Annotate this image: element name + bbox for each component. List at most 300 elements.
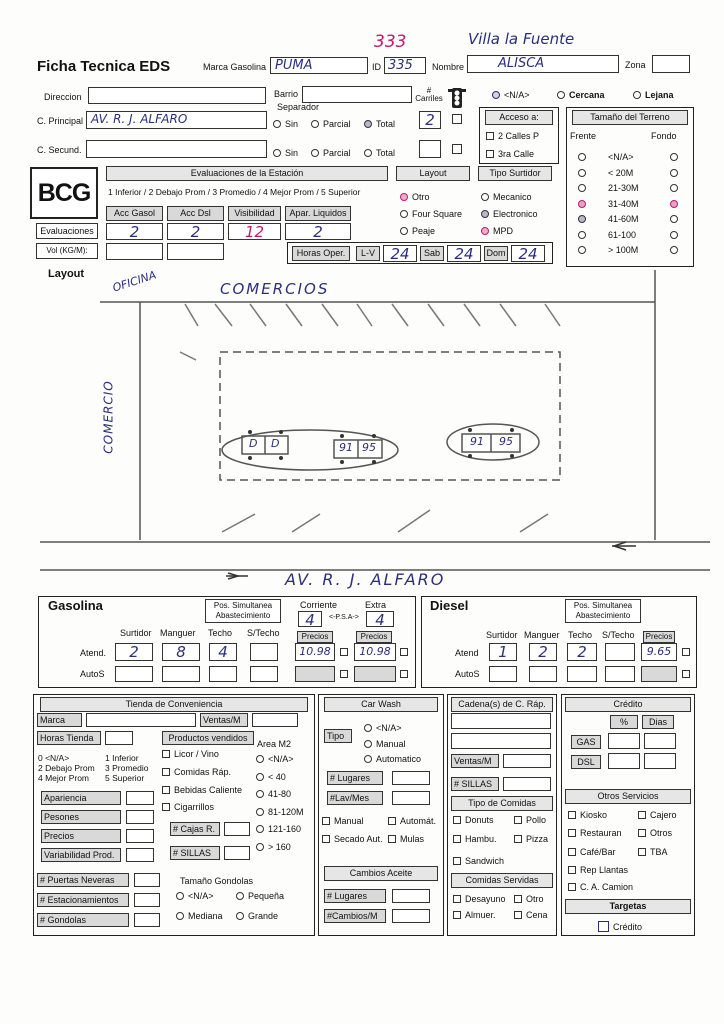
eval-val-visibilidad[interactable]: 12: [228, 223, 281, 240]
sep-secund-sin[interactable]: [273, 148, 298, 158]
gas-col-precios-1: Precios: [297, 631, 333, 643]
area-radio[interactable]: [256, 843, 264, 851]
proximity-cercana-radio[interactable]: [557, 91, 565, 99]
vol-field-1[interactable]: [106, 243, 163, 260]
dsl-price-check[interactable]: [682, 648, 690, 656]
otro-cafe[interactable]: [568, 847, 616, 857]
dsl-atend-surtidor[interactable]: 1: [489, 643, 517, 661]
tienda-sillas-label: # SILLAS: [170, 846, 220, 860]
otro-restauran[interactable]: [568, 828, 622, 838]
comida-label: Sandwich: [465, 856, 505, 866]
proximity-cercana[interactable]: [557, 90, 605, 100]
radio[interactable]: [311, 120, 319, 128]
checkbox[interactable]: [162, 786, 170, 794]
gas-autos-manguer[interactable]: [162, 666, 200, 682]
terreno-size-label: > 100M: [608, 245, 639, 255]
bcg-logo: BCG: [30, 167, 98, 219]
dsl-col-surtidor: Surtidor: [486, 630, 518, 640]
tienda-horas-field[interactable]: [105, 731, 133, 745]
radio[interactable]: [481, 227, 489, 235]
aceite-cambios-label: #Cambios/M: [324, 909, 386, 923]
aceite-lugares-label: # Lugares: [324, 889, 386, 903]
vol-field-2[interactable]: [167, 243, 224, 260]
sep-principal-total[interactable]: [364, 119, 395, 129]
gasolina-extra-value[interactable]: 4: [366, 611, 394, 627]
dsl-atend-techo[interactable]: 2: [567, 643, 597, 661]
dsl-autos-price[interactable]: [641, 666, 677, 682]
rating-variabilidad-field[interactable]: [126, 848, 154, 862]
horas-lv-label: L-V: [356, 246, 380, 261]
eval-val-acc-gasol[interactable]: 2: [106, 223, 163, 240]
terreno-row: [578, 152, 678, 162]
carwash-auto[interactable]: [364, 754, 421, 764]
carwash-label: Automatico: [376, 754, 422, 764]
sep-secund-parcial[interactable]: [311, 148, 351, 158]
credito-gas-label: GAS: [571, 735, 601, 749]
carwash-manual[interactable]: [364, 739, 406, 749]
surtidor-title: Tipo Surtidor: [478, 166, 552, 181]
aceite-title: Cambios Aceite: [324, 866, 438, 881]
otro-cajero[interactable]: [638, 810, 677, 820]
gas-col-manguer: Manguer: [160, 628, 196, 638]
layout-label: Peaje: [412, 226, 436, 236]
sep-secund-total[interactable]: [364, 148, 395, 158]
terreno-size-label: 41-60M: [608, 214, 639, 224]
horas-label: Horas Oper.: [292, 246, 350, 261]
cw-check-label: Secado Aut.: [334, 834, 383, 844]
carwash-title: Car Wash: [324, 697, 438, 712]
zona-field[interactable]: [652, 55, 690, 73]
checkbox[interactable]: [568, 866, 576, 874]
sep-label: Parcial: [323, 119, 351, 129]
layout-label: Otro: [412, 192, 430, 202]
radio[interactable]: [400, 193, 408, 201]
gas-atend-label: Atend.: [80, 648, 107, 658]
c-principal-label: C. Principal: [37, 116, 84, 126]
terreno-frente-radio[interactable]: [578, 169, 586, 177]
dsl-autos-stecho[interactable]: [605, 666, 635, 682]
credito-gas-pct[interactable]: [608, 733, 640, 749]
pump2-a: 91: [339, 441, 353, 454]
otro-otros[interactable]: [638, 828, 672, 838]
dsl-autos-label: AutoS: [455, 669, 480, 679]
gas-autos-surtidor[interactable]: [115, 666, 153, 682]
carwash-lav-field[interactable]: [392, 791, 430, 805]
terreno-fondo-radio[interactable]: [670, 246, 678, 254]
terreno-frente-radio[interactable]: [578, 215, 586, 223]
carriles-check[interactable]: [452, 114, 462, 124]
acceso-3ra[interactable]: [486, 149, 534, 159]
credito-dias-label: Dias: [642, 715, 674, 729]
terreno-fondo-radio[interactable]: [670, 153, 678, 161]
checkbox[interactable]: [388, 835, 396, 843]
servida-otro[interactable]: [514, 894, 544, 904]
gas-atend-techo[interactable]: 4: [209, 643, 237, 661]
zona-label: Zona: [625, 60, 646, 70]
radio[interactable]: [364, 120, 372, 128]
c-principal-value: AV. R. J. ALFARO: [91, 112, 188, 126]
checkbox[interactable]: [638, 811, 646, 819]
gas-autos-stecho[interactable]: [250, 666, 278, 682]
gas-atend-stecho[interactable]: [250, 643, 278, 661]
count-estacionamientos-field[interactable]: [134, 893, 160, 907]
credito-pct-label: %: [610, 715, 638, 729]
surtidor-mpd[interactable]: [481, 226, 513, 236]
proximity-lejana-radio[interactable]: [633, 91, 641, 99]
terreno-row: [578, 230, 678, 240]
comida-label: Pizza: [526, 834, 549, 844]
marca-field[interactable]: [270, 57, 368, 74]
gondola-pequena[interactable]: [236, 891, 284, 901]
carriles2-field[interactable]: [419, 140, 441, 158]
terreno-fondo-radio[interactable]: [670, 169, 678, 177]
prod-bebidas[interactable]: [162, 785, 242, 795]
cadena-field-1[interactable]: [451, 713, 551, 729]
area-option[interactable]: [256, 842, 291, 852]
terreno-row: [578, 183, 678, 193]
terreno-fondo-radio[interactable]: [670, 184, 678, 192]
otro-camion[interactable]: [568, 882, 633, 892]
credito-gas-dias[interactable]: [644, 733, 676, 749]
checkbox[interactable]: [322, 817, 330, 825]
carwash-label: <N/A>: [376, 723, 402, 733]
carwash-na[interactable]: [364, 723, 402, 733]
checkbox[interactable]: [568, 829, 576, 837]
count-puertas: # Puertas Neveras: [37, 873, 129, 887]
carwash-mulas-chk[interactable]: [388, 834, 424, 844]
eval-col-acc-dsl: Acc Dsl: [167, 206, 224, 221]
direccion-field[interactable]: [88, 87, 266, 104]
count-estacionamientos: # Estacionamientos: [37, 893, 129, 907]
layout-otro[interactable]: [400, 192, 430, 202]
tienda-cajas-field[interactable]: [224, 822, 250, 836]
carwash-secado-chk[interactable]: [322, 834, 383, 844]
cadena-ventas-label: Ventas/M: [451, 754, 499, 768]
radio[interactable]: [273, 120, 281, 128]
dsl-atend-label: Atend: [455, 648, 479, 658]
comida-hambu[interactable]: [453, 834, 497, 844]
gas-autos-check-2[interactable]: [400, 670, 408, 678]
targetas-title: Targetas: [565, 899, 691, 914]
otro-llantas[interactable]: [568, 865, 628, 875]
radio[interactable]: [400, 210, 408, 218]
count-puertas-field[interactable]: [134, 873, 160, 887]
eval-title: Evaluaciones de la Estación: [106, 166, 388, 181]
radio[interactable]: [176, 892, 184, 900]
otro-kiosko[interactable]: [568, 810, 607, 820]
tienda-sillas-field[interactable]: [224, 846, 250, 860]
acceso-2calles[interactable]: [486, 131, 539, 141]
cadena-field-2[interactable]: [451, 733, 551, 749]
servidas-title: Comidas Servidas: [451, 873, 553, 888]
prod-label: Cigarrillos: [174, 802, 215, 812]
proximity-na-label: <N/A>: [504, 90, 530, 100]
otro-label: Restauran: [580, 828, 622, 838]
checkbox[interactable]: [638, 829, 646, 837]
cadena-sillas-label: # SILLAS: [451, 777, 499, 791]
sep-label: Parcial: [323, 148, 351, 158]
gas-atend-manguer[interactable]: 8: [162, 643, 200, 661]
dsl-autos-check[interactable]: [682, 670, 690, 678]
checkbox[interactable]: [453, 835, 461, 843]
checkbox[interactable]: [486, 132, 494, 140]
layout-options-title: Layout: [396, 166, 470, 181]
area-radio[interactable]: [256, 773, 264, 781]
checkbox[interactable]: [453, 857, 461, 865]
count-gondolas-field[interactable]: [134, 913, 160, 927]
terreno-row: [578, 245, 678, 255]
dsl-col-stecho: S/Techo: [602, 630, 635, 640]
tienda-marca-field[interactable]: [86, 713, 196, 727]
aceite-cambios-field[interactable]: [392, 909, 430, 923]
horas-dom-value[interactable]: 24: [511, 245, 545, 262]
checkbox[interactable]: [162, 750, 170, 758]
gas-autos-price-1[interactable]: [295, 666, 335, 682]
area-option[interactable]: [256, 754, 294, 764]
nombre-label: Nombre: [432, 62, 465, 72]
nombre-field[interactable]: [467, 55, 619, 73]
tienda-area-label: Area M2: [257, 739, 292, 749]
carriles-field[interactable]: 2: [419, 111, 441, 129]
gas-price-check-1[interactable]: [340, 648, 348, 656]
c-secund-field[interactable]: [86, 140, 267, 158]
gondola-mediana[interactable]: [176, 911, 223, 921]
targeta-credito[interactable]: [598, 921, 642, 932]
form-title: Ficha Tecnica EDS: [37, 58, 171, 75]
horas-sab-value[interactable]: 24: [447, 245, 481, 262]
otro-label: Otros: [650, 828, 673, 838]
checkbox[interactable]: [568, 883, 576, 891]
dsl-autos-techo[interactable]: [567, 666, 597, 682]
radio[interactable]: [364, 149, 372, 157]
terreno-size-label: < 20M: [608, 167, 634, 178]
radio[interactable]: [236, 912, 244, 920]
sep-principal-sin[interactable]: [273, 119, 298, 129]
gas-autos-price-2[interactable]: [354, 666, 396, 682]
area-option[interactable]: [256, 824, 301, 834]
carwash-lugares-field[interactable]: [392, 771, 430, 785]
credito-dsl-label: DSL: [571, 755, 601, 769]
carwash-automat-chk[interactable]: [388, 816, 436, 826]
tienda-title: Tienda de Conveniencia: [40, 697, 308, 712]
prod-label: Bebidas Caliente: [174, 785, 243, 795]
comida-label: Pollo: [526, 815, 547, 825]
checkbox[interactable]: [514, 911, 522, 919]
radio[interactable]: [236, 892, 244, 900]
id-value: 335: [388, 58, 413, 73]
barrio-field[interactable]: [302, 86, 412, 103]
comida-pizza[interactable]: [514, 834, 548, 844]
terreno-fondo: Fondo: [651, 131, 677, 141]
checkbox[interactable]: [514, 816, 522, 824]
gasolina-title: Gasolina: [48, 598, 103, 613]
gas-atend-surtidor[interactable]: 2: [115, 643, 153, 661]
scale-4: 4 Mejor Prom: [38, 773, 90, 783]
c-principal-field[interactable]: [86, 111, 267, 129]
gondola-na[interactable]: [176, 891, 214, 901]
gas-price-extra[interactable]: 10.98: [354, 643, 396, 661]
radio[interactable]: [311, 149, 319, 157]
sketch-street: AV. R. J. ALFARO: [285, 570, 446, 589]
cadena-title: Cadena(s) de C. Ráp.: [451, 697, 553, 712]
otro-label: TBA: [650, 847, 668, 857]
rating-apariencia-field[interactable]: [126, 791, 154, 805]
barrio-label: Barrio: [274, 89, 299, 99]
eval-col-visibilidad: Visibilidad: [228, 206, 281, 221]
radio[interactable]: [481, 210, 489, 218]
dsl-autos-manguer[interactable]: [529, 666, 557, 682]
terreno-frente-radio[interactable]: [578, 184, 586, 192]
dsl-atend-manguer[interactable]: 2: [529, 643, 557, 661]
radio[interactable]: [481, 193, 489, 201]
checkbox[interactable]: [486, 150, 494, 158]
prod-comidas[interactable]: [162, 767, 231, 777]
terreno-fondo-radio[interactable]: [670, 200, 678, 208]
surtidor-mecanico[interactable]: [481, 192, 532, 202]
otro-label: Café/Bar: [580, 847, 616, 857]
prod-licor[interactable]: [162, 749, 219, 759]
terreno-fondo-radio[interactable]: [670, 215, 678, 223]
terreno-frente-radio[interactable]: [578, 231, 586, 239]
layout-peaje[interactable]: [400, 226, 435, 236]
comida-pollo[interactable]: [514, 815, 546, 825]
checkbox[interactable]: [322, 835, 330, 843]
aceite-lugares-field[interactable]: [392, 889, 430, 903]
cadena-sillas-field[interactable]: [503, 777, 551, 791]
checkbox[interactable]: [453, 895, 461, 903]
terreno-frente-radio[interactable]: [578, 246, 586, 254]
radio[interactable]: [273, 149, 281, 157]
horas-sab-label: Sab: [420, 246, 444, 261]
checkbox[interactable]: [514, 895, 522, 903]
id-field[interactable]: [384, 57, 426, 74]
gas-autos-techo[interactable]: [209, 666, 237, 682]
eval-val-acc-dsl[interactable]: 2: [167, 223, 224, 240]
checkbox[interactable]: [162, 803, 170, 811]
radio[interactable]: [176, 912, 184, 920]
area-option[interactable]: [256, 807, 304, 817]
horas-lv-value[interactable]: 24: [383, 245, 417, 262]
scale-3: 3 Promedio: [105, 763, 149, 773]
checkbox[interactable]: [598, 921, 609, 932]
pump2-b: 95: [362, 441, 376, 454]
gas-price-check-2[interactable]: [400, 648, 408, 656]
checkbox[interactable]: [453, 816, 461, 824]
scale-1: 1 Inferior: [105, 753, 139, 763]
gas-price-corriente[interactable]: 10.98: [295, 643, 335, 661]
radio[interactable]: [364, 740, 372, 748]
comida-donuts[interactable]: [453, 815, 494, 825]
terreno-size-label: <N/A>: [608, 152, 634, 162]
terreno-frente-radio[interactable]: [578, 200, 586, 208]
eval-val-liquidos[interactable]: 2: [285, 223, 351, 240]
acceso-label: 3ra Calle: [498, 149, 535, 159]
dsl-col-techo: Techo: [568, 630, 593, 640]
tienda-horas-label: Horas Tienda: [37, 731, 101, 745]
checkbox[interactable]: [568, 811, 576, 819]
layout-four-square[interactable]: [400, 209, 462, 219]
gas-autos-label: AutoS: [80, 669, 105, 679]
checkbox[interactable]: [638, 848, 646, 856]
terreno-frente-radio[interactable]: [578, 153, 586, 161]
checkbox[interactable]: [453, 911, 461, 919]
proximity-na[interactable]: [492, 90, 530, 100]
credito-dsl-dias[interactable]: [644, 753, 676, 769]
checkbox[interactable]: [162, 768, 170, 776]
radio[interactable]: [364, 724, 372, 732]
otro-label: Rep Llantas: [580, 865, 629, 875]
carwash-manual-chk[interactable]: [322, 816, 364, 826]
area-radio[interactable]: [256, 825, 264, 833]
proximity-na-radio[interactable]: [492, 91, 500, 99]
proximity-lejana[interactable]: [633, 90, 674, 100]
dsl-atend-stecho[interactable]: [605, 643, 635, 661]
gondola-grande[interactable]: [236, 911, 278, 921]
servida-almuer[interactable]: [453, 910, 496, 920]
area-option[interactable]: [256, 772, 286, 782]
comida-sandwich[interactable]: [453, 856, 504, 866]
area-option[interactable]: [256, 789, 291, 799]
servida-cena[interactable]: [514, 910, 548, 920]
carriles2-check[interactable]: [452, 144, 462, 154]
rating-precios-field[interactable]: [126, 829, 154, 843]
dsl-price[interactable]: 9.65: [641, 643, 677, 661]
terreno-row: [578, 214, 678, 224]
surtidor-electronico[interactable]: [481, 209, 538, 219]
otros-servicios-title: Otros Servicios: [565, 789, 691, 804]
pump3-b: 95: [499, 435, 513, 448]
area-radio[interactable]: [256, 790, 264, 798]
area-radio[interactable]: [256, 808, 264, 816]
sep-label: Sin: [285, 119, 299, 129]
terreno-size-label: 21-30M: [608, 183, 639, 193]
tienda-ventas-field[interactable]: [252, 713, 298, 727]
prod-cigarrillos[interactable]: [162, 802, 214, 812]
area-radio[interactable]: [256, 755, 264, 763]
radio[interactable]: [400, 227, 408, 235]
terreno-fondo-radio[interactable]: [670, 231, 678, 239]
otro-tba[interactable]: [638, 847, 668, 857]
sep-label: Total: [376, 119, 396, 129]
cw-check-label: Automát.: [400, 816, 437, 826]
count-gondolas: # Gondolas: [37, 913, 129, 927]
cadena-ventas-field[interactable]: [503, 754, 551, 768]
checkbox[interactable]: [568, 848, 576, 856]
rating-pesones-field[interactable]: [126, 810, 154, 824]
area-label: 41-80: [268, 789, 292, 799]
checkbox[interactable]: [388, 817, 396, 825]
sep-principal-parcial[interactable]: [311, 119, 351, 129]
gas-autos-check-1[interactable]: [340, 670, 348, 678]
credito-dsl-pct[interactable]: [608, 753, 640, 769]
terreno-frente: Frente: [570, 131, 597, 141]
tienda-marca-label: Marca: [37, 713, 82, 727]
scale-0: 0 <N/A>: [38, 753, 70, 763]
eval-scale: 1 Inferior / 2 Debajo Prom / 3 Promedio / 4 Mejor Prom / 5 Superior: [108, 187, 361, 197]
radio[interactable]: [364, 755, 372, 763]
gas-col-stecho: S/Techo: [247, 628, 280, 638]
servida-desayuno[interactable]: [453, 894, 506, 904]
otro-label: Cajero: [650, 810, 677, 820]
proximity-lejana-label: Lejana: [645, 90, 674, 100]
gasolina-corriente-value[interactable]: 4: [298, 611, 322, 627]
dsl-autos-surtidor[interactable]: [489, 666, 517, 682]
evaluaciones-button[interactable]: Evaluaciones: [36, 223, 98, 239]
checkbox[interactable]: [514, 835, 522, 843]
gondola-label: Grande: [248, 911, 279, 921]
scale-2: 2 Debajo Prom: [38, 763, 95, 773]
gondola-label: Mediana: [188, 911, 223, 921]
